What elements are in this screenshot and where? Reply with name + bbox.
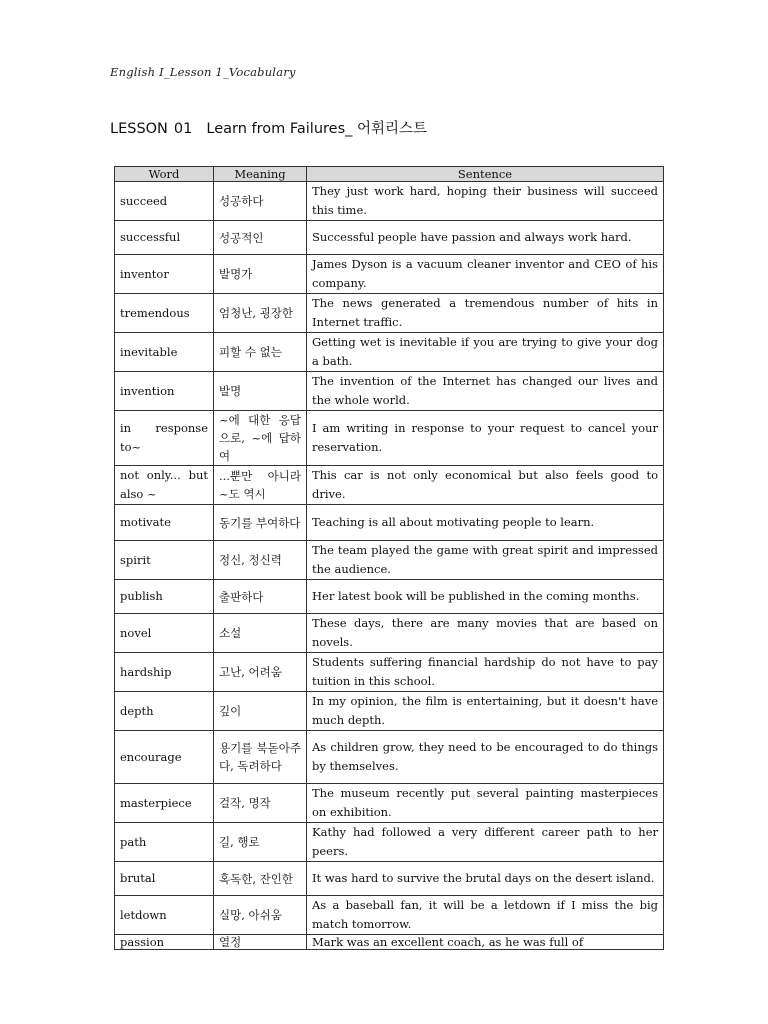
table-header-row xyxy=(115,167,664,182)
table-row xyxy=(115,294,664,333)
sentence-cell: I am writing in response to your request to cancel your reservation. xyxy=(307,411,664,466)
meaning-cell: 정신, 정신력 xyxy=(214,541,307,580)
word-cell: path xyxy=(115,823,214,862)
word-cell: tremendous xyxy=(115,294,214,333)
sentence-cell: This car is not only economical but also feels good to drive. xyxy=(307,466,664,505)
meaning-cell: 소설 xyxy=(214,614,307,653)
meaning-cell: 성공적인 xyxy=(214,221,307,255)
meaning-cell: 엄청난, 굉장한 xyxy=(214,294,307,333)
table-row xyxy=(115,182,664,221)
column-header-word: Word xyxy=(115,167,214,182)
table-row xyxy=(115,580,664,614)
column-header-sentence: Sentence xyxy=(307,167,664,182)
sentence-cell: The museum recently put several painting masterpieces on exhibition. xyxy=(307,784,664,823)
word-cell: encourage xyxy=(115,731,214,784)
word-cell: succeed xyxy=(115,182,214,221)
meaning-cell: 용기를 북돋아주다, 독려하다 xyxy=(214,731,307,784)
sentence-cell: The team played the game with great spirit and impressed the audience. xyxy=(307,541,664,580)
sentence-cell: As children grow, they need to be encouraged to do things by themselves. xyxy=(307,731,664,784)
sentence-cell: Successful people have passion and always work hard. xyxy=(307,221,664,255)
meaning-cell: 피할 수 없는 xyxy=(214,333,307,372)
meaning-cell: 열정 xyxy=(214,935,307,950)
word-cell: motivate xyxy=(115,505,214,541)
document-header: English I_Lesson 1_Vocabulary xyxy=(110,65,296,79)
meaning-cell: 길, 행로 xyxy=(214,823,307,862)
meaning-cell: 성공하다 xyxy=(214,182,307,221)
lesson-subtitle: Learn from Failures_ 어휘리스트 xyxy=(206,121,428,137)
meaning-cell: 동기를 부여하다 xyxy=(214,505,307,541)
word-cell: brutal xyxy=(115,862,214,896)
sentence-cell: Teaching is all about motivating people to learn. xyxy=(307,505,664,541)
column-header-meaning: Meaning xyxy=(214,167,307,182)
vocabulary-table xyxy=(114,166,664,950)
sentence-cell: They just work hard, hoping their business will succeed this time. xyxy=(307,182,664,221)
word-cell: inevitable xyxy=(115,333,214,372)
meaning-cell: 발명 xyxy=(214,372,307,411)
sentence-cell: Getting wet is inevitable if you are trying to give your dog a bath. xyxy=(307,333,664,372)
sentence-cell: The invention of the Internet has changed our lives and the whole world. xyxy=(307,372,664,411)
word-cell: letdown xyxy=(115,896,214,935)
meaning-cell: 혹독한, 잔인한 xyxy=(214,862,307,896)
word-cell: publish xyxy=(115,580,214,614)
word-cell: depth xyxy=(115,692,214,731)
word-cell: invention xyxy=(115,372,214,411)
sentence-cell: These days, there are many movies that are based on novels. xyxy=(307,614,664,653)
lesson-label: LESSON xyxy=(110,121,168,137)
word-cell: inventor xyxy=(115,255,214,294)
word-cell: novel xyxy=(115,614,214,653)
word-cell: passion xyxy=(115,935,214,950)
table-row xyxy=(115,221,664,255)
word-cell: not only... but also ~ xyxy=(115,466,214,505)
table-row xyxy=(115,505,664,541)
meaning-cell: 발명가 xyxy=(214,255,307,294)
meaning-cell: 고난, 어려움 xyxy=(214,653,307,692)
meaning-cell: 걸작, 명작 xyxy=(214,784,307,823)
sentence-cell: It was hard to survive the brutal days on the desert island. xyxy=(307,862,664,896)
meaning-cell: ~에 대한 응답으로, ~에 답하여 xyxy=(214,411,307,466)
sentence-cell: The news generated a tremendous number of hits in Internet traffic. xyxy=(307,294,664,333)
table-row xyxy=(115,614,664,653)
sentence-cell: In my opinion, the film is entertaining, but it doesn't have much depth. xyxy=(307,692,664,731)
table-row xyxy=(115,784,664,823)
word-cell: in response to~ xyxy=(115,411,214,466)
lesson-number: 01 xyxy=(173,121,193,137)
table-row xyxy=(115,372,664,411)
table-row xyxy=(115,653,664,692)
table-row xyxy=(115,541,664,580)
lesson-title xyxy=(110,117,427,138)
sentence-cell: Her latest book will be published in the coming months. xyxy=(307,580,664,614)
table-row xyxy=(115,896,664,935)
table-row xyxy=(115,466,664,505)
word-cell: spirit xyxy=(115,541,214,580)
table-row xyxy=(115,333,664,372)
sentence-cell: Mark was an excellent coach, as he was full of xyxy=(307,935,664,950)
word-cell: successful xyxy=(115,221,214,255)
meaning-cell: 출판하다 xyxy=(214,580,307,614)
table-row xyxy=(115,823,664,862)
meaning-cell: ...뿐만 아니라 ~도 역시 xyxy=(214,466,307,505)
sentence-cell: As a baseball fan, it will be a letdown if I miss the big match tomorrow. xyxy=(307,896,664,935)
table-row xyxy=(115,935,664,950)
sentence-cell: Kathy had followed a very different career path to her peers. xyxy=(307,823,664,862)
sentence-cell: Students suffering financial hardship do not have to pay tuition in this school. xyxy=(307,653,664,692)
table-row xyxy=(115,731,664,784)
word-cell: hardship xyxy=(115,653,214,692)
sentence-cell: James Dyson is a vacuum cleaner inventor and CEO of his company. xyxy=(307,255,664,294)
table-row xyxy=(115,862,664,896)
meaning-cell: 실망, 아쉬움 xyxy=(214,896,307,935)
table-row xyxy=(115,411,664,466)
meaning-cell: 깊이 xyxy=(214,692,307,731)
table-row xyxy=(115,255,664,294)
table-row xyxy=(115,692,664,731)
word-cell: masterpiece xyxy=(115,784,214,823)
